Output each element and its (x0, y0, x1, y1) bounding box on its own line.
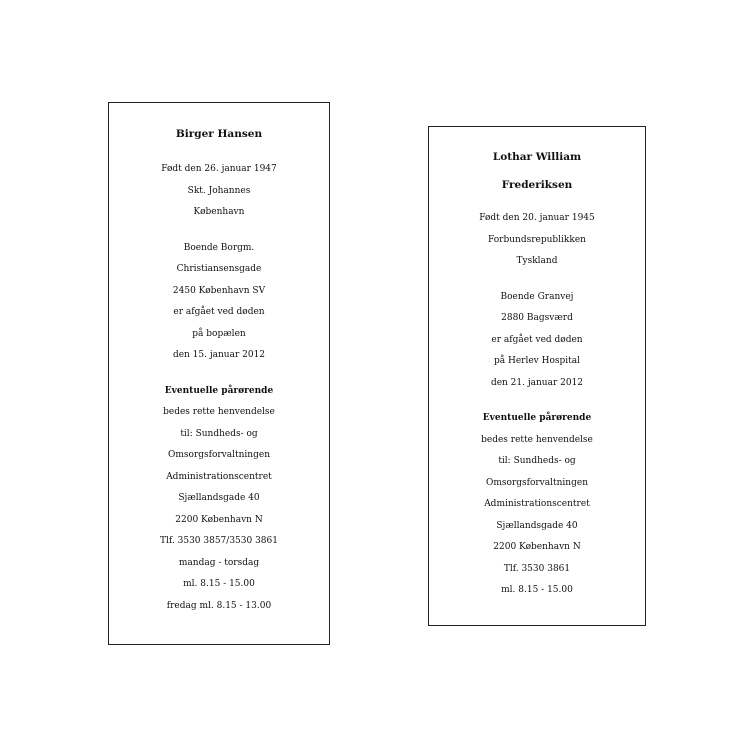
residence-line: på bopælen (192, 328, 246, 339)
death-notice-lothar-william-frederiksen (428, 126, 646, 626)
residence-info (429, 287, 645, 395)
contact-line: 2200 København N (493, 542, 581, 552)
residence-line: er afgået ved døden (491, 334, 583, 345)
residence-line: Christiansensgade (176, 264, 262, 274)
contact-line: Omsorgsforvaltningen (168, 450, 270, 460)
residence-line: er afgået ved døden (173, 307, 265, 317)
contact-heading: Eventuelle pårørende (482, 413, 592, 423)
contact-line: Administrationscentret (166, 471, 272, 482)
contact-line: Administrationscentret (484, 499, 590, 509)
name-line: Birger Hansen (175, 128, 263, 140)
deceased-name (429, 143, 645, 199)
residence-line: Boende Granvej (500, 291, 574, 302)
birth-line: Tyskland (516, 256, 558, 266)
name-line: Lothar William (492, 151, 582, 163)
birth-line: Skt. Johannes (187, 185, 251, 196)
contact-line: fredag ml. 8.15 - 13.00 (166, 600, 272, 611)
contact-line: bedes rette henvendelse (163, 407, 275, 417)
contact-info (429, 408, 645, 602)
contact-heading: Eventuelle pårørende (164, 385, 274, 396)
death-notice-birger-hansen (108, 102, 330, 645)
contact-line: ml. 8.15 - 15.00 (501, 585, 573, 595)
contact-line: bedes rette henvendelse (481, 434, 593, 445)
phone-line: Tlf. 3530 3857/3530 3861 (160, 536, 278, 546)
contact-line: mandag - torsdag (178, 557, 260, 568)
residence-line: den 21. januar 2012 (490, 377, 584, 388)
contact-line: til: Sundheds- og (498, 456, 576, 466)
birth-info (429, 208, 645, 273)
contact-line: 2200 København N (175, 514, 263, 525)
residence-info (109, 238, 329, 367)
contact-line: Sjællandsgade 40 (178, 493, 260, 503)
birth-line: Forbundsrepublikken (488, 234, 586, 245)
contact-line: til: Sundheds- og (180, 428, 258, 439)
residence-line: 2450 København SV (172, 285, 266, 296)
name-line: Frederiksen (501, 179, 573, 191)
contact-line: Sjællandsgade 40 (496, 520, 578, 531)
contact-line: ml. 8.15 - 15.00 (183, 579, 255, 589)
residence-line: den 15. januar 2012 (172, 350, 266, 360)
contact-line: Omsorgsforvaltningen (486, 477, 588, 488)
birth-info (109, 159, 329, 224)
residence-line: på Herlev Hospital (493, 356, 580, 366)
birth-line: Født den 26. januar 1947 (161, 164, 277, 174)
phone-line: Tlf. 3530 3861 (503, 563, 571, 574)
contact-info (109, 381, 329, 618)
birth-line: København (193, 207, 245, 217)
residence-line: 2880 Bagsværd (501, 313, 573, 323)
deceased-name (109, 120, 329, 148)
birth-line: Født den 20. januar 1945 (479, 213, 595, 223)
residence-line: Boende Borgm. (183, 242, 255, 253)
